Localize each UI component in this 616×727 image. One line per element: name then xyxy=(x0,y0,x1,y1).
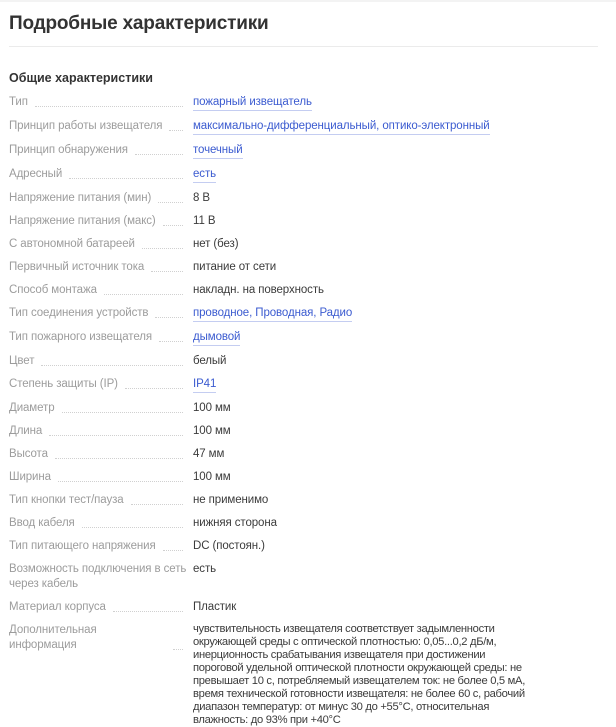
dotted-leader xyxy=(159,341,183,342)
spec-row xyxy=(9,354,598,369)
page-title: Подробные характеристики xyxy=(9,13,269,34)
spec-label-cell xyxy=(9,260,193,275)
spec-label-cell xyxy=(9,143,193,158)
divider xyxy=(9,46,598,47)
spec-label: Напряжение питания (макс) xyxy=(9,215,156,227)
spec-row xyxy=(9,424,598,439)
spec-value-link[interactable]: проводное, Проводная, Радио xyxy=(193,306,352,322)
spec-row xyxy=(9,191,598,206)
spec-row xyxy=(9,306,598,322)
spec-value-link[interactable]: дымовой xyxy=(193,330,240,346)
spec-label-cell xyxy=(9,119,193,134)
spec-row xyxy=(9,167,598,183)
spec-row xyxy=(9,600,598,615)
spec-row xyxy=(9,539,598,554)
spec-label-cell xyxy=(9,167,193,182)
section-heading: Общие характеристики xyxy=(9,71,153,85)
spec-label: Первичный источник тока xyxy=(9,261,145,273)
spec-row xyxy=(9,562,598,592)
spec-label-cell xyxy=(9,516,193,531)
spec-label-cell xyxy=(9,354,193,369)
spec-label: Адресный xyxy=(9,168,63,180)
spec-label-cell xyxy=(9,539,193,554)
spec-label: Возможность подключения в сеть через кабель xyxy=(9,563,187,590)
specs-panel xyxy=(0,2,616,727)
spec-value: нижняя сторона xyxy=(193,517,277,529)
dotted-leader xyxy=(163,225,183,226)
spec-row xyxy=(9,493,598,508)
dotted-leader xyxy=(142,248,183,249)
spec-label-cell xyxy=(9,562,193,592)
spec-value: есть xyxy=(193,563,217,575)
spec-label-cell xyxy=(9,214,193,229)
specs-section xyxy=(9,71,598,727)
spec-label-cell xyxy=(9,377,193,392)
spec-label: Способ монтажа xyxy=(9,284,97,296)
dotted-leader xyxy=(163,550,183,551)
spec-label-cell xyxy=(9,191,193,206)
spec-rows xyxy=(9,95,598,727)
dotted-leader xyxy=(62,412,184,413)
spec-row xyxy=(9,401,598,416)
spec-label-cell xyxy=(9,95,193,110)
spec-value: 100 мм xyxy=(193,425,231,437)
spec-value: 100 мм xyxy=(193,471,231,483)
spec-value: не применимо xyxy=(193,494,269,506)
spec-row xyxy=(9,119,598,135)
spec-value: 100 мм xyxy=(193,402,231,414)
spec-value: 47 мм xyxy=(193,448,225,460)
spec-label: Высота xyxy=(9,448,48,460)
spec-row xyxy=(9,283,598,298)
spec-row xyxy=(9,330,598,346)
dotted-leader xyxy=(131,504,183,505)
spec-value: белый xyxy=(193,355,227,367)
spec-label-cell xyxy=(9,330,193,345)
spec-label-cell xyxy=(9,623,193,653)
spec-label: Тип пожарного извещателя xyxy=(9,331,152,343)
spec-label: Дополнительная информация xyxy=(9,624,97,651)
spec-value-link[interactable]: есть xyxy=(193,167,216,183)
spec-label-cell xyxy=(9,401,193,416)
spec-label: С автономной батареей xyxy=(9,238,135,250)
spec-label-cell xyxy=(9,600,193,615)
spec-label-cell xyxy=(9,424,193,439)
spec-label: Принцип обнаружения xyxy=(9,144,128,156)
spec-label: Степень защиты (IP) xyxy=(9,378,118,390)
dotted-leader xyxy=(41,365,183,366)
spec-label-cell xyxy=(9,447,193,462)
spec-value-link[interactable]: максимально-дифференциальный, оптико-электронный xyxy=(193,119,490,135)
spec-value: 8 В xyxy=(193,192,210,204)
dotted-leader xyxy=(169,130,183,131)
spec-label: Цвет xyxy=(9,355,35,367)
spec-row xyxy=(9,623,598,727)
spec-value: чувствительность извещателя соответствует задымленности окружающей среды с оптической плотностью: 0,05...0,2 дБ/м, инерционность срабатывания извещателя при достижении пороговой удельной оптической плотности окружающей среды: не превышает 10 с, потребляемый извещателем ток: не более 0,5 мА, время технической готовности извещателя: не более 60 с, рабочий диапазон температур: от минус 30 до +55°С, относительная влажность: до 93% при +40°С xyxy=(193,623,526,726)
spec-label: Напряжение питания (мин) xyxy=(9,192,152,204)
spec-label-cell xyxy=(9,493,193,508)
spec-row xyxy=(9,447,598,462)
dotted-leader xyxy=(49,435,183,436)
dotted-leader xyxy=(35,106,183,107)
spec-row xyxy=(9,470,598,485)
spec-label-cell xyxy=(9,470,193,485)
spec-value: нет (без) xyxy=(193,238,239,250)
spec-value-link[interactable]: точечный xyxy=(193,143,243,159)
spec-row xyxy=(9,516,598,531)
spec-label-cell xyxy=(9,283,193,298)
spec-label: Принцип работы извещателя xyxy=(9,120,163,132)
spec-label: Ввод кабеля xyxy=(9,517,75,529)
dotted-leader xyxy=(104,294,183,295)
spec-label: Материал корпуса xyxy=(9,601,106,613)
spec-row xyxy=(9,377,598,393)
spec-value: DC (постоян.) xyxy=(193,540,265,552)
spec-value: Пластик xyxy=(193,601,237,613)
spec-value: 11 В xyxy=(193,215,216,227)
spec-label-cell xyxy=(9,237,193,252)
dotted-leader xyxy=(155,317,183,318)
dotted-leader xyxy=(58,481,183,482)
spec-value: питание от сети xyxy=(193,261,277,273)
dotted-leader xyxy=(82,527,183,528)
spec-label: Тип соединения устройств xyxy=(9,307,149,319)
dotted-leader xyxy=(173,649,183,650)
spec-label: Тип кнопки тест/пауза xyxy=(9,494,124,506)
dotted-leader xyxy=(113,611,183,612)
spec-row xyxy=(9,143,598,159)
dotted-leader xyxy=(125,388,183,389)
spec-value-link[interactable]: IP41 xyxy=(193,377,216,393)
spec-label: Диаметр xyxy=(9,402,55,414)
dotted-leader xyxy=(69,178,183,179)
dotted-leader xyxy=(158,202,183,203)
spec-label: Тип питающего напряжения xyxy=(9,540,156,552)
dotted-leader xyxy=(55,458,183,459)
spec-row xyxy=(9,237,598,252)
spec-row xyxy=(9,260,598,275)
spec-value: накладн. на поверхность xyxy=(193,284,324,296)
spec-label: Ширина xyxy=(9,471,51,483)
spec-value-link[interactable]: пожарный извещатель xyxy=(193,95,312,111)
spec-label: Тип xyxy=(9,96,28,108)
spec-label-cell xyxy=(9,306,193,321)
spec-row xyxy=(9,95,598,111)
spec-row xyxy=(9,214,598,229)
dotted-leader xyxy=(135,154,183,155)
spec-label: Длина xyxy=(9,425,43,437)
dotted-leader xyxy=(151,271,183,272)
